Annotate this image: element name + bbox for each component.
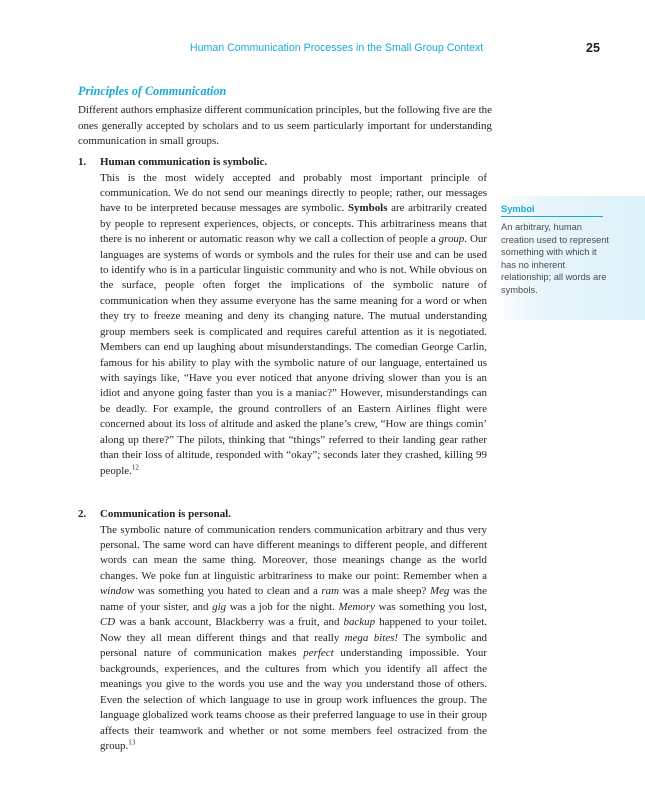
emphasis-backup: backup xyxy=(343,616,376,629)
glossary-term-symbols: Symbols xyxy=(347,202,388,215)
principle-1-body xyxy=(100,171,487,479)
emphasis-perfect: perfect xyxy=(303,647,334,660)
principle-2-number: 2. xyxy=(78,508,87,520)
principle-2-text-3: was a male sheep? xyxy=(339,585,430,598)
principle-2-text-9: The symbolic and personal nature of communication makes xyxy=(100,631,488,660)
intro-paragraph: Different authors emphasize different communication principles, but the following five are the ones generally accepted by scholars and to us seem particularly important for understanding communication in small groups. xyxy=(78,104,492,147)
running-title: Human Communication Processes in the Small Group Context xyxy=(190,42,484,54)
principle-2-text-2: was something you hated to clean and a xyxy=(134,585,322,598)
emphasis-meg: Meg xyxy=(429,585,450,598)
page-header xyxy=(0,42,645,62)
principle-2-text-7: was a bank account, Blackberry was a fruit, and xyxy=(115,616,344,629)
principle-2-text-5: was a job for the night. xyxy=(226,600,339,613)
page-number: 25 xyxy=(586,41,600,55)
glossary-sidebar xyxy=(492,196,645,320)
principle-2-text-10: understanding impossible. Your backgrounds, experiences, and the cultures from which you identify all affect the meanings you give to the words you use and the way you understand those of others. Even the selection of which language to use in group work influences the group. The language globalized work teams choose as their preferred language to use in their group affects their teamwork and whether or not some members feel ostracized from the group. xyxy=(100,647,487,753)
emphasis-memory: Memory xyxy=(338,600,375,613)
emphasis-window: window xyxy=(100,585,135,598)
principle-2-text-8: happened to your toilet. Now they all mean different things and that really xyxy=(100,616,487,644)
principle-2-text-4: was the name of your sister, and xyxy=(100,585,487,613)
footnote-ref-12: 12 xyxy=(131,462,139,471)
principle-2-body xyxy=(100,523,487,755)
footnote-ref-13: 13 xyxy=(128,738,136,747)
principle-1-text-b: are arbitrarily created by people to represent experiences, objects, or concepts. This arbitrariness means that there is no inherent or automatic reason why we call a collection of people a xyxy=(100,202,487,246)
emphasis-ram: ram xyxy=(321,585,340,598)
principle-2-heading: Communication is personal. xyxy=(100,508,231,520)
principle-1-text-c: Our languages are systems of words or symbols and the rules for their use and can be used to identify who is in a particular linguistic community and who is not. While obvious on the surface, people often forget the implications of the symbolic nature of communication when they assume everyone has the same meaning for a word or when they try to freeze meaning and deny its changing nature. The mutual understanding group members seek is complicated and requires careful attention as it is negotiated. Members can end up laughing about misunderstandings. The comedian George Carlin, famous for his ability to play with the symbolic nature of our language, entertained us with sayings like, “Have you ever noticed that anyone driving slower than you is an idiot and anyone going faster than you is a maniac?” However, misunderstandings can be deadly. For example, the ground controllers of an Eastern Airlines flight were concerned about its loss of altitude and asked the plane’s crew, “How are things comin’ along up there?” The pilots, thinking that “things” referred to their landing gear rather than their loss of altitude, responded with “okay”; seconds later they crashed, killing 99 people. xyxy=(100,233,487,477)
section-title: Principles of Communication xyxy=(78,84,227,98)
emphasis-gig: gig xyxy=(212,600,227,613)
principle-1-heading: Human communication is symbolic. xyxy=(100,156,268,168)
principle-2-text-1: The symbolic nature of communication renders communication arbitrary and thus very personal. The same word can have different meanings to different people, and different words can mean the same thing. Moreover, those meanings change as the world changes. We poke fun at linguistic arbitrariness to make our point: Remember when a xyxy=(100,523,487,582)
emphasis-mega-bites: mega bites! xyxy=(344,631,399,644)
glossary-term: Symbol xyxy=(501,204,603,217)
glossary-definition: An arbitrary, human creation used to represent something with which it has no inherent relationship; all words are symbols. xyxy=(501,222,610,295)
emphasis-group: group. xyxy=(438,233,468,246)
principle-1-text-a: This is the most widely accepted and probably most important principle of communication. We do not send our meanings directly to people; rather, our messages have to be interpreted because messages are symbolic. xyxy=(100,171,487,215)
principle-1-number: 1. xyxy=(78,156,87,168)
principle-2-text-6: was something you lost, xyxy=(375,600,487,613)
emphasis-cd: CD xyxy=(100,616,116,629)
